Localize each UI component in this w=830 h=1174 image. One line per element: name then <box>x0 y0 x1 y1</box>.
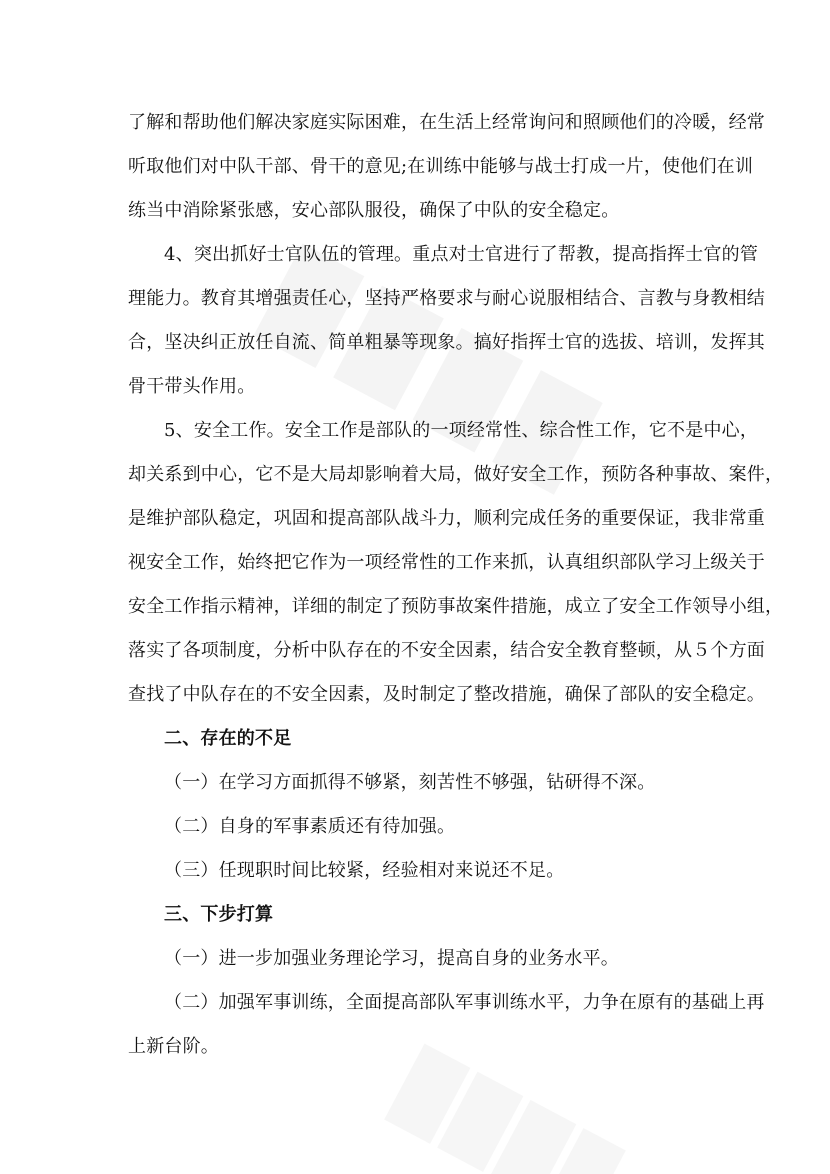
paragraph-2-line-3: 合，坚决纠正放任自流、简单粗暴等现象。搞好指挥士官的选拔、培训，发挥其 <box>128 332 765 353</box>
paragraph-3-line-1: 5、安全工作。安全工作是部队的一项经常性、综合性工作，它不是中心， <box>164 420 759 441</box>
shortcoming-item-1: （一）在学习方面抓得不够紧，刻苦性不够强，钻研得不深。 <box>164 772 656 793</box>
paragraph-1-line-1: 了解和帮助他们解决家庭实际困难，在生活上经常询问和照顾他们的冷暖，经常 <box>128 112 765 133</box>
plan-item-2-continuation: 上新台阶。 <box>128 1036 219 1057</box>
paragraph-3-line-5: 安全工作指示精神，详细的制定了预防事故案件措施，成立了安全工作领导小组， <box>128 596 784 617</box>
shortcoming-item-2: （二）自身的军事素质还有待加强。 <box>164 816 456 837</box>
paragraph-2-line-4: 骨干带头作用。 <box>128 376 256 397</box>
plan-item-1: （一）进一步加强业务理论学习，提高自身的业务水平。 <box>164 948 619 969</box>
shortcoming-item-3: （三）任现职时间比较紧，经验相对来说还不足。 <box>164 860 565 881</box>
paragraph-3-line-6: 落实了各项制度，分析中队存在的不安全因素，结合安全教育整顿，从５个方面 <box>128 640 765 661</box>
heading-plan: 三、下步打算 <box>164 904 274 925</box>
plan-item-2: （二）加强军事训练，全面提高部队军事训练水平，力争在原有的基础上再 <box>164 992 765 1013</box>
heading-shortcomings: 二、存在的不足 <box>164 728 292 749</box>
paragraph-2-line-1: 4、突出抓好士官队伍的管理。重点对士官进行了帮教，提高指挥士官的管 <box>164 244 759 265</box>
paragraph-3-line-3: 是维护部队稳定，巩固和提高部队战斗力，顺利完成任务的重要保证，我非常重 <box>128 508 765 529</box>
paragraph-3-line-7: 查找了中队存在的不安全因素，及时制定了整改措施，确保了部队的安全稳定。 <box>128 684 765 705</box>
paragraph-1-line-2: 听取他们对中队干部、骨干的意见;在训练中能够与战士打成一片，使他们在训 <box>128 156 754 177</box>
paragraph-3-line-2: 却关系到中心，它不是大局却影响着大局，做好安全工作，预防各种事故、案件， <box>128 464 784 485</box>
paragraph-3-line-4: 视安全工作，始终把它作为一项经常性的工作来抓，认真组织部队学习上级关于 <box>128 552 765 573</box>
paragraph-1-line-3: 练当中消除紧张感，安心部队服役，确保了中队的安全稳定。 <box>128 200 620 221</box>
paragraph-2-line-2: 理能力。教育其增强责任心，坚持严格要求与耐心说服相结合、言教与身教相结 <box>128 288 765 309</box>
